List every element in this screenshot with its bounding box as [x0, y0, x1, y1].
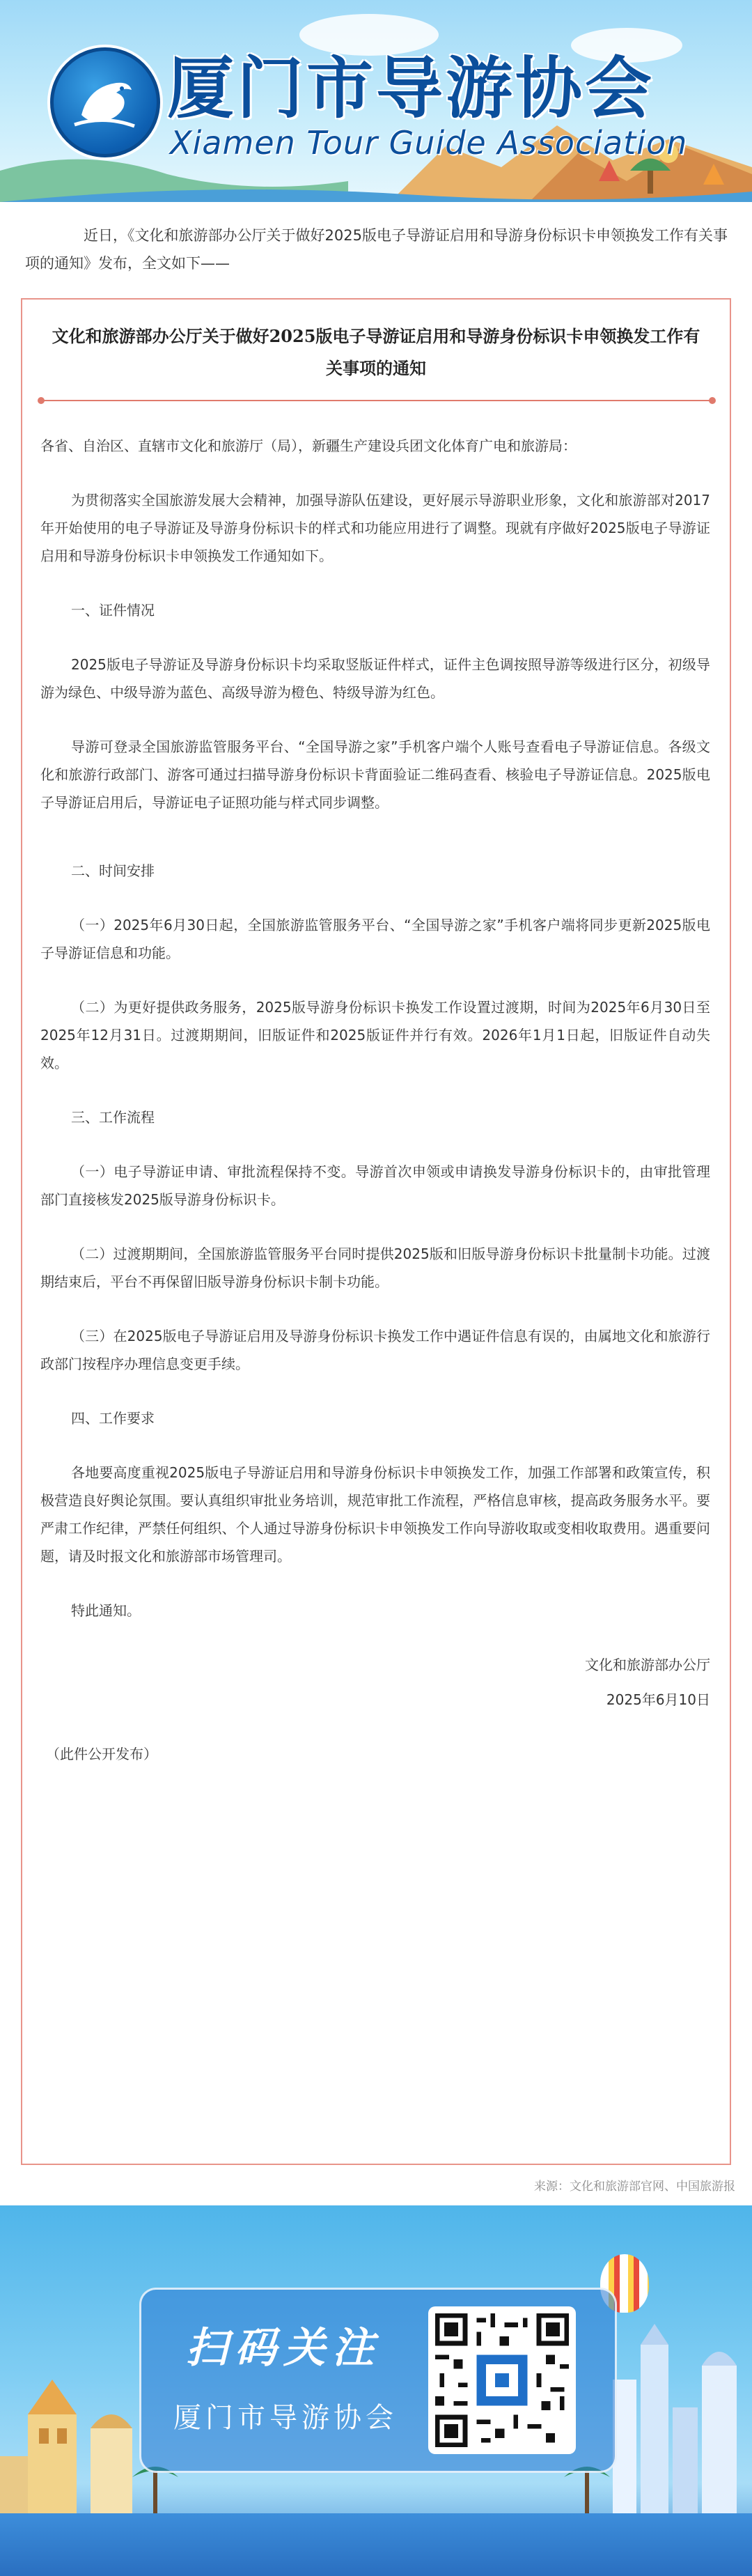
sea-decoration: [0, 2513, 752, 2576]
footer-association-name: 厦门市导游协会: [173, 2402, 398, 2434]
association-title-english: Xiamen Tour Guide Association: [170, 124, 688, 162]
signer: 文化和旅游部办公厅: [585, 1656, 710, 1673]
section-heading: 四、工作要求: [71, 1410, 155, 1427]
notice-box: [21, 298, 731, 2165]
egret-logo-icon: [50, 47, 160, 157]
title-divider: [40, 400, 713, 401]
notice-content: [40, 425, 710, 1768]
qr-code-icon[interactable]: [428, 2306, 576, 2454]
association-title: 厦门市导游协会: [167, 49, 655, 127]
section-heading: 二、时间安排: [71, 862, 155, 879]
footer-banner: [0, 2205, 752, 2576]
scan-to-follow-title: 扫码关注: [186, 2324, 381, 2373]
source-line: 来源：文化和旅游部官网、中国旅游报: [534, 2180, 735, 2194]
paragraph: （三）在2025版电子导游证启用及导游身份标识卡换发工作中遇证件信息有误的，由属地文化和旅游行政部门按程序办理信息变更手续。: [40, 1328, 710, 1372]
paragraph: 导游可登录全国旅游监管服务平台、“全国导游之家”手机客户端个人账号查看电子导游证信息。各级文化和旅游行政部门、游客可通过扫描导游身份标识卡背面验证二维码查看、核验电子导游证信息。2025版电子导游证启用后，导游证电子证照功能与样式同步调整。: [40, 738, 710, 811]
section-heading: 一、证件情况: [71, 602, 155, 619]
purpose-paragraph: 为贯彻落实全国旅游发展大会精神，加强导游队伍建设，更好展示导游职业形象，文化和旅游部对2017年开始使用的电子导游证及导游身份标识卡的样式和功能应用进行了调整。现就有序做好2025版电子导游证启用和导游身份标识卡申领换发工作通知如下。: [40, 492, 710, 564]
paragraph: 2025版电子导游证及导游身份标识卡均采取竖版证件样式，证件主色调按照导游等级进行区分，初级导游为绿色、中级导游为蓝色、高级导游为橙色、特级导游为红色。: [40, 656, 710, 701]
publication-note: （此件公开发布）: [46, 1746, 157, 1762]
intro-text: 近日，《文化和旅游部办公厅关于做好2025版电子导游证启用和导游身份标识卡申领换发工作有关事项的通知》发布，全文如下——: [25, 227, 728, 272]
section-heading: 三、工作流程: [71, 1109, 155, 1126]
addressee: 各省、自治区、直辖市文化和旅游厅（局），新疆生产建设兵团文化体育广电和旅游局：: [40, 437, 577, 454]
paragraph: （二）为更好提供政务服务，2025版导游身份标识卡换发工作设置过渡期，时间为2025年6月30日至2025年12月31日。过渡期期间，旧版证件和2025版证件并行有效。2026年1月1日起，旧版证件自动失效。: [40, 999, 710, 1071]
notice-title: 文化和旅游部办公厅关于做好2025版电子导游证启用和导游身份标识卡申领换发工作有关事项的通知: [52, 326, 700, 378]
paragraph: （二）过渡期期间，全国旅游监管服务平台同时提供2025版和旧版导游身份标识卡批量制卡功能。过渡期结束后，平台不再保留旧版导游身份标识卡制卡功能。: [40, 1246, 710, 1290]
paragraph: （一）电子导游证申请、审批流程保持不变。导游首次申领或申请换发导游身份标识卡的，由审批管理部门直接核发2025版导游身份标识卡。: [40, 1163, 710, 1208]
paragraph: （一）2025年6月30日起，全国旅游监管服务平台、“全国导游之家”手机客户端将同步更新2025版电子导游证信息和功能。: [40, 917, 710, 961]
follow-card: [139, 2288, 617, 2473]
date: 2025年6月10日: [606, 1691, 710, 1708]
paragraph: 各地要高度重视2025版电子导游证启用和导游身份标识卡申领换发工作，加强工作部署和政策宣传，积极营造良好舆论氛围。要认真组织审批业务培训，规范审批工作流程，严格信息审核，提高政务服务水平。要严肃工作纪律，严禁任何组织、个人通过导游身份标识卡申领换发工作向导游收取或变相收取费用。遇重要问题，请及时报文化和旅游部市场管理司。: [40, 1464, 710, 1565]
header-banner: [0, 0, 752, 202]
closing: 特此通知。: [71, 1602, 141, 1619]
